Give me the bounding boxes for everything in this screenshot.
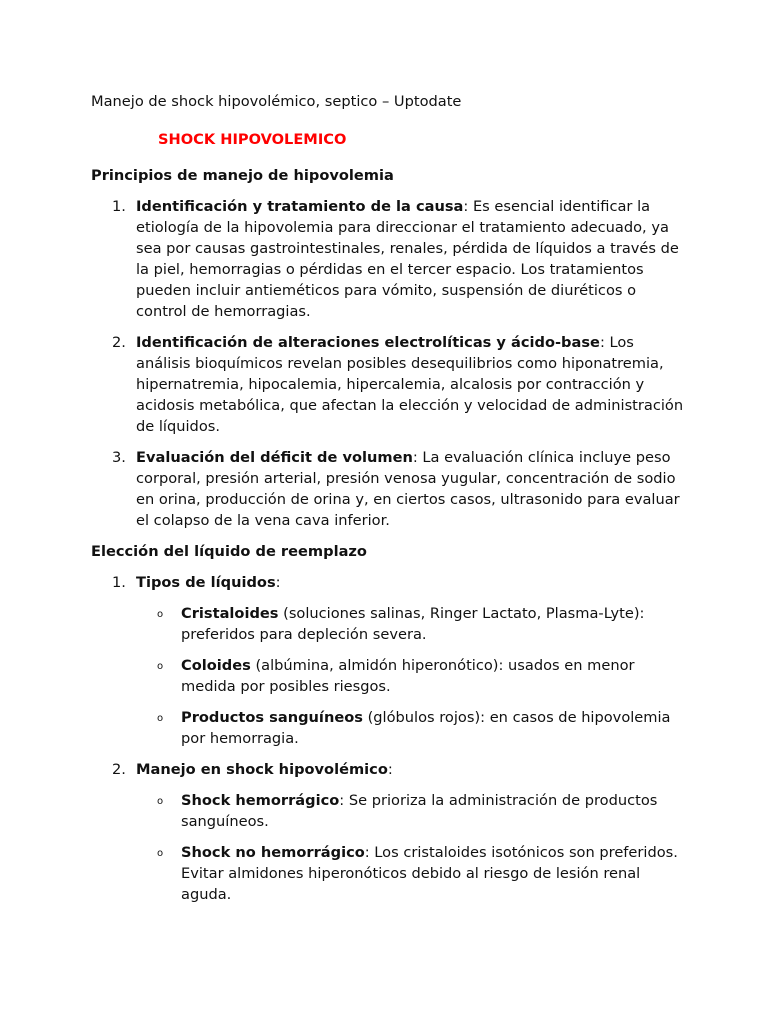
- item-term: Tipos de líquidos: [136, 574, 276, 591]
- fluid-types-sublist: [136, 603, 691, 749]
- item-term: Identificación de alteraciones electrolíticas y ácido-base: [136, 334, 600, 351]
- list-item: [91, 572, 691, 749]
- bullet-marker: o: [157, 796, 164, 807]
- bullet-marker: o: [157, 609, 164, 620]
- subitem-term: Cristaloides: [181, 605, 279, 622]
- bullet-marker: o: [157, 713, 164, 724]
- list-number: 1.: [112, 574, 126, 591]
- document-title: Manejo de shock hipovolémico, septico – Uptodate: [91, 93, 462, 110]
- subitem-text: (glóbulos rojos): en casos de hipovolemia por hemorragia.: [181, 709, 671, 747]
- item-term: Identificación y tratamiento de la causa: [136, 198, 464, 215]
- principles-list: [91, 196, 691, 531]
- list-number: 3.: [112, 449, 126, 466]
- sublist-item: [91, 842, 691, 905]
- fluids-heading: Elección del líquido de reemplazo: [91, 543, 367, 560]
- list-number: 1.: [112, 198, 126, 215]
- item-term: Manejo en shock hipovolémico: [136, 761, 388, 778]
- shock-management-sublist: [136, 790, 691, 905]
- bullet-marker: o: [157, 848, 164, 859]
- list-item: [91, 759, 691, 905]
- subitem-text: (soluciones salinas, Ringer Lactato, Plasma-Lyte): preferidos para depleción severa.: [181, 605, 645, 643]
- item-text: :: [275, 574, 281, 591]
- section-title: SHOCK HIPOVOLEMICO: [158, 131, 347, 148]
- subitem-term: Shock no hemorrágico: [181, 844, 365, 861]
- subitem-term: Productos sanguíneos: [181, 709, 363, 726]
- list-number: 2.: [112, 334, 126, 351]
- item-term: Evaluación del déficit de volumen: [136, 449, 413, 466]
- sublist-item: [91, 655, 691, 697]
- list-number: 2.: [112, 761, 126, 778]
- bullet-marker: o: [157, 661, 164, 672]
- principles-heading: Principios de manejo de hipovolemia: [91, 167, 394, 184]
- sublist-item: [91, 707, 691, 749]
- subitem-text: (albúmina, almidón hiperonótico): usados en menor medida por posibles riesgos.: [181, 657, 635, 695]
- item-text: : Es esencial identificar la etiología de la hipovolemia para direccionar el tratamiento adecuado, ya sea por causas gastrointestinales, renales, pérdida de líquidos a través de la piel, hemorragias o pérdidas en el tercer espacio. Los tratamientos pueden incluir antieméticos para vómito, suspensión de diuréticos o control de hemorragias.: [136, 198, 679, 320]
- document-page: [91, 91, 691, 905]
- item-text: : La evaluación clínica incluye peso corporal, presión arterial, presión venosa yugular, concentración de sodio en orina, producción de orina y, en ciertos casos, ultrasonido para evaluar el colapso de la vena cava inferior.: [136, 449, 680, 529]
- sublist-item: [91, 790, 691, 832]
- sublist-item: [91, 603, 691, 645]
- subitem-term: Shock hemorrágico: [181, 792, 340, 809]
- item-text: : Los análisis bioquímicos revelan posibles desequilibrios como hiponatremia, hipernatremia, hipocalemia, hipercalemia, alcalosis por contracción y acidosis metabólica, que afectan la elección y velocidad de administración de líquidos.: [136, 334, 684, 435]
- list-item: [91, 332, 691, 437]
- item-text: :: [387, 761, 393, 778]
- subitem-term: Coloides: [181, 657, 251, 674]
- list-item: [91, 447, 691, 531]
- fluids-list: [91, 572, 691, 905]
- subitem-text: : Se prioriza la administración de productos sanguíneos.: [181, 792, 658, 830]
- list-item: [91, 196, 691, 322]
- subitem-text: : Los cristaloides isotónicos son preferidos. Evitar almidones hiperonóticos debido al riesgo de lesión renal aguda.: [181, 844, 678, 903]
